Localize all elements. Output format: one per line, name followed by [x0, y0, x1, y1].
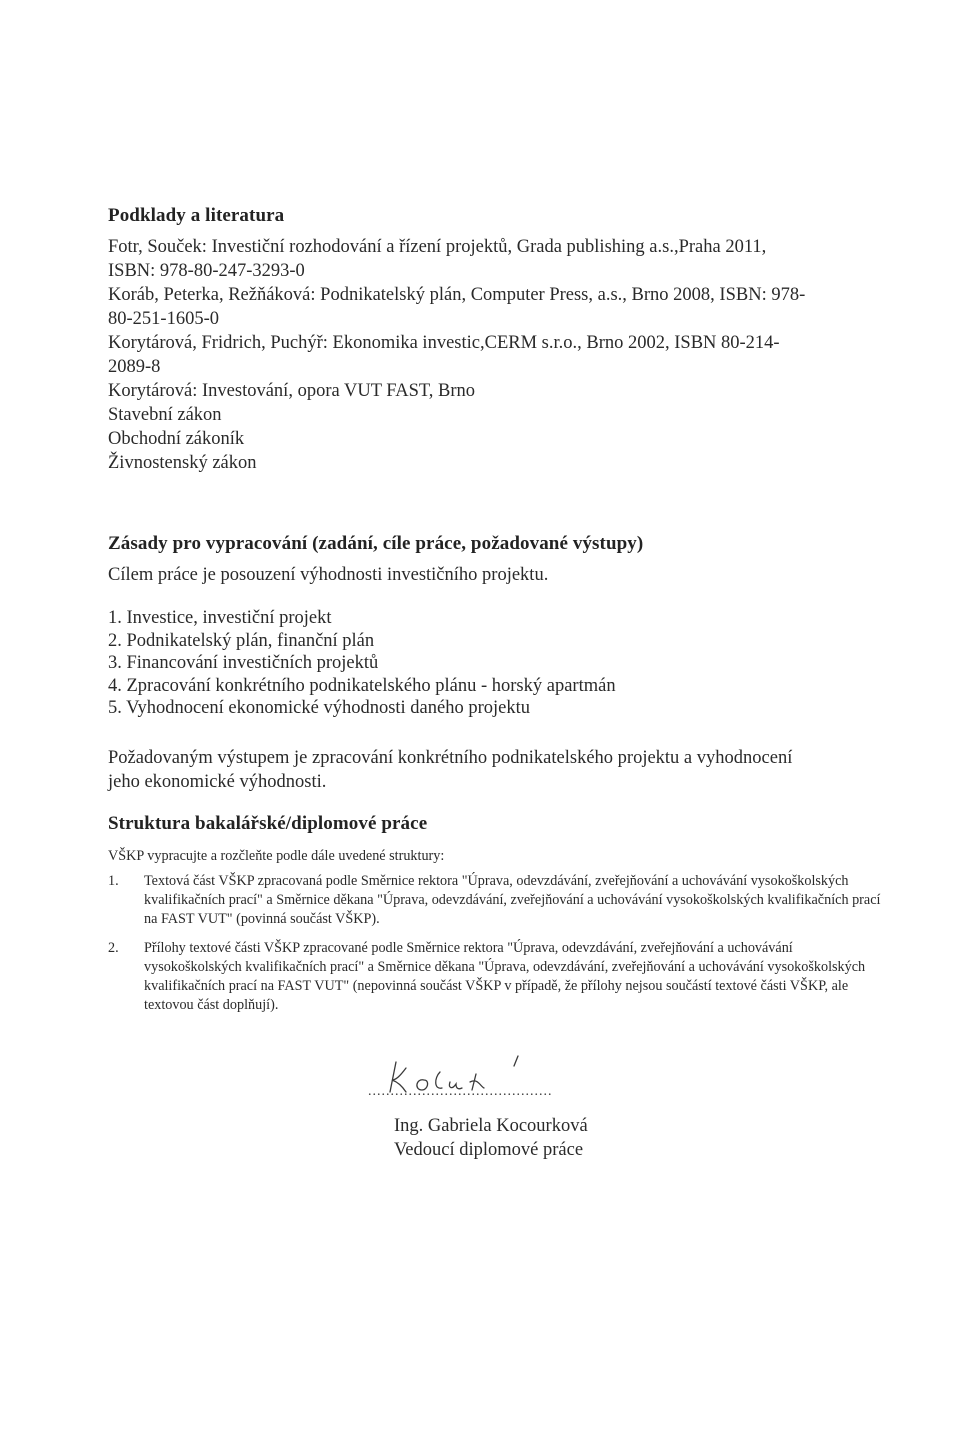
structure-heading: Struktura bakalářské/diplomové práce [108, 813, 428, 834]
principles-item: 1. Investice, investiční projekt [108, 608, 332, 628]
principles-output-line: Požadovaným výstupem je zpracování konkrétního podnikatelského projektu a vyhodnocení [108, 747, 793, 768]
structure-item [108, 939, 888, 1015]
structure-item-text: Textová část VŠKP zpracovaná podle Směrnice rektora "Úprava, odevzdávání, zveřejňování a uchovávání vysokoškolských kvalifikačních prací" a Směrnice děkana "Úprava, odevzdávání, zveřejňování a uchovávání vysokoškolských kvalifikačních prací na FAST VUT" (povinná součást VŠKP). [144, 873, 881, 927]
principles-list [108, 607, 888, 720]
literature-line: 80-251-1605-0 [108, 309, 219, 329]
literature-line: Obchodní zákoník [108, 429, 245, 449]
literature-line: Živnostenský zákon [108, 453, 257, 473]
structure-item-number: 1. [108, 873, 119, 889]
principles-output-line: jeho ekonomické výhodnosti. [108, 771, 327, 792]
supervisor-name: Ing. Gabriela Kocourková [394, 1116, 588, 1136]
structure-intro: VŠKP vypracujte a rozčleňte podle dále uvedené struktury: [108, 848, 445, 864]
principles-item: 5. Vyhodnocení ekonomické výhodnosti daného projektu [108, 698, 531, 718]
supervisor-role: Vedoucí diplomové práce [394, 1140, 584, 1160]
literature-line: 2089-8 [108, 357, 161, 377]
principles-heading: Zásady pro vypracování (zadání, cíle práce, požadované výstupy) [108, 533, 644, 554]
literature-line: Stavební zákon [108, 405, 222, 425]
signature-area [368, 1052, 618, 1100]
principles-section [108, 533, 888, 794]
principles-item: 4. Zpracování konkrétního podnikatelského plánu - horský apartmán [108, 675, 616, 696]
principles-goal: Cílem práce je posouzení výhodnosti investičního projektu. [108, 565, 549, 585]
literature-line: ISBN: 978-80-247-3293-0 [108, 261, 305, 281]
literature-line: Korytárová, Fridrich, Puchýř: Ekonomika investic,CERM s.r.o., Brno 2002, ISBN 80-214- [108, 333, 780, 353]
principles-item: 2. Podnikatelský plán, finanční plán [108, 630, 375, 651]
literature-heading: Podklady a literatura [108, 205, 285, 226]
structure-item-number: 2. [108, 940, 119, 956]
literature-line: Koráb, Peterka, Režňáková: Podnikatelský plán, Computer Press, a.s., Brno 2008, ISBN: 978- [108, 285, 806, 305]
literature-line: Korytárová: Investování, opora VUT FAST, Brno [108, 381, 476, 401]
principles-item: 3. Financování investičních projektů [108, 653, 379, 673]
structure-section [108, 813, 888, 1015]
literature-line: Fotr, Souček: Investiční rozhodování a řízení projektů, Grada publishing a.s.,Praha 2011, [108, 237, 767, 257]
structure-item [108, 872, 888, 929]
literature-section [108, 205, 888, 475]
signature-line: ......................................... [368, 1084, 553, 1099]
literature-list [108, 235, 888, 475]
structure-item-text: Přílohy textové části VŠKP zpracované podle Směrnice rektora "Úprava, odevzdávání, zveřejňování a uchovávání vysokoškolských kvalifikačních prací" a Směrnice děkana "Úprava, odevzdávání, zveřejňování a uchovávání vysokoškolských kvalifikačních prací na FAST VUT" (nepovinná součást VŠKP v případě, že přílohy nejsou součástí textové části VŠKP, ale textovou část doplňují). [144, 940, 866, 1013]
